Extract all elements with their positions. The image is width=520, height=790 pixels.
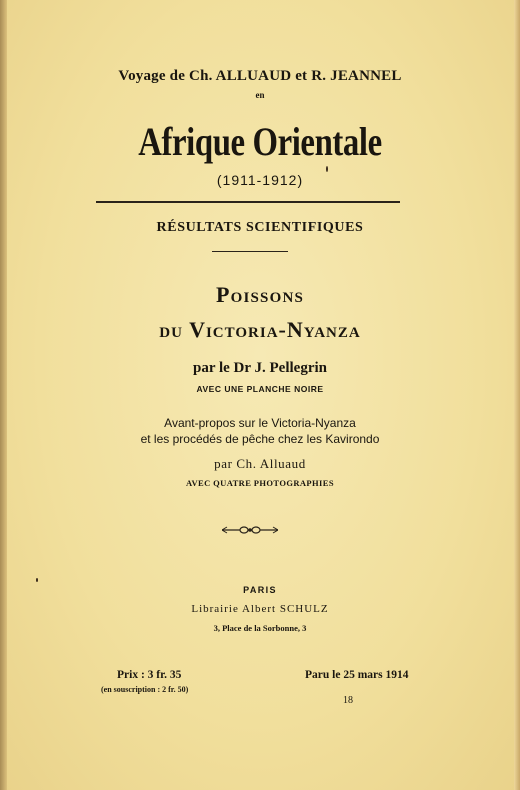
subscription-price: (en souscription : 2 fr. 50) [101, 685, 189, 694]
region-title: Afrique Orientale [138, 119, 382, 164]
title-line-1: Poissons [215, 282, 305, 307]
publisher-name: Librairie Albert SCHULZ [191, 603, 329, 615]
ink-speck [36, 578, 38, 582]
second-author-note: AVEC QUATRE PHOTOGRAPHIES [186, 478, 334, 488]
price: Prix : 3 fr. 35 [117, 669, 182, 681]
years-line: (1911-1912) [216, 172, 304, 188]
section-heading: RÉSULTATS SCIENTIFIQUES [156, 220, 364, 235]
publisher-address: 3, Place de la Sorbonne, 3 [213, 623, 307, 633]
page-edge-left [0, 0, 7, 790]
voyage-line: Voyage de Ch. ALLUAUD et R. JEANNEL [118, 68, 402, 84]
issue-number: 18 [343, 695, 353, 706]
ornament-icon [222, 523, 278, 537]
publisher-city: PARIS [243, 585, 277, 595]
title-line-2: du Victoria-Nyanza [159, 317, 361, 342]
en-line: en [255, 90, 265, 100]
second-author-line: par Ch. Alluaud [214, 456, 306, 471]
page-edge-right [514, 0, 520, 790]
short-rule [212, 251, 288, 252]
publication-date: Paru le 25 mars 1914 [305, 669, 409, 681]
foreword-line-1: Avant-propos sur le Victoria-Nyanza [164, 416, 356, 430]
foreword-line-2: et les procédés de pêche chez les Kavirondo [140, 432, 380, 446]
author-note: AVEC UNE PLANCHE NOIRE [196, 384, 324, 394]
ink-speck [326, 166, 328, 172]
author-line: par le Dr J. Pellegrin [192, 360, 327, 376]
divider-rule [96, 201, 400, 203]
